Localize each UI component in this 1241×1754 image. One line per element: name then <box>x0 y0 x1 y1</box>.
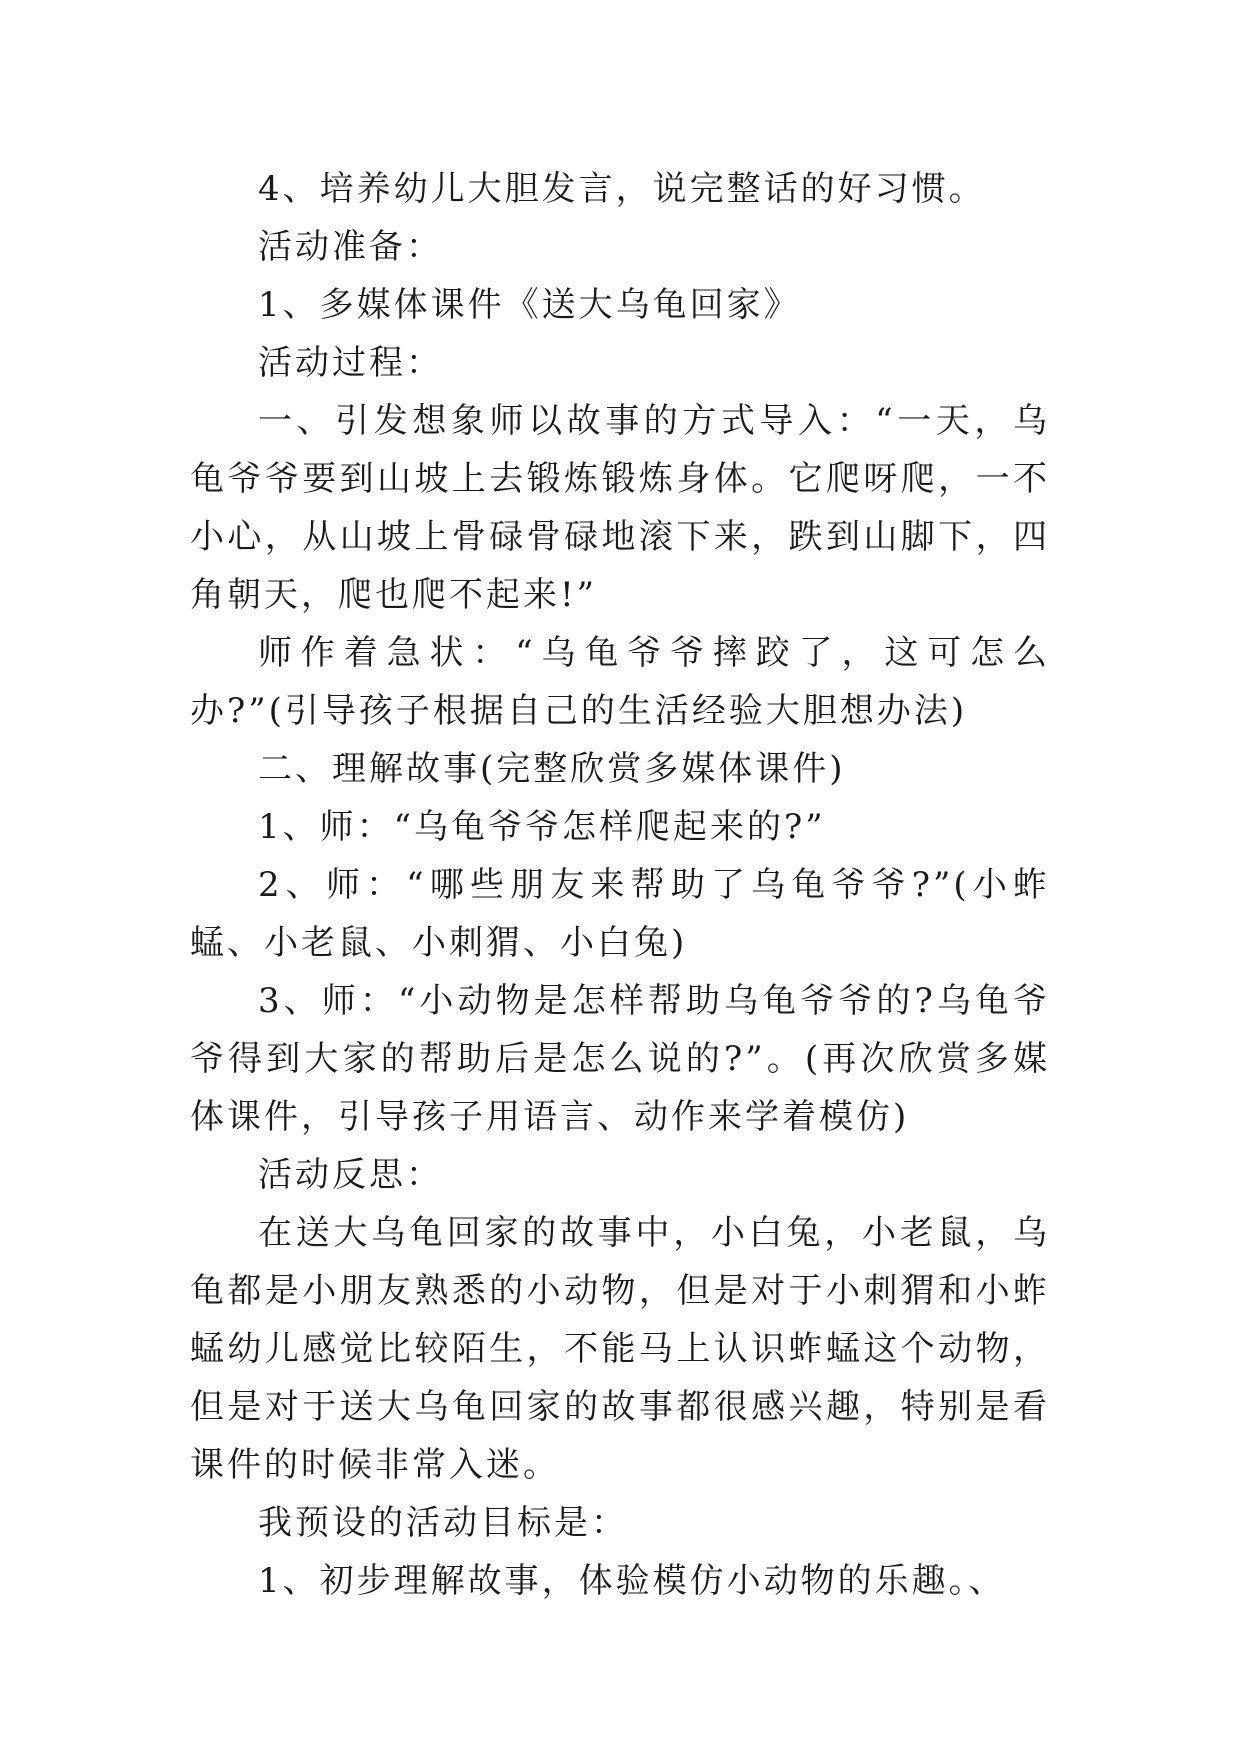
question-2: 2、师：“哪些朋友来帮助了乌龟爷爷?”(小蚱蜢、小老鼠、小刺猬、小白兔) <box>190 865 1050 963</box>
question-1: 1、师：“乌龟爷爷怎样爬起来的?” <box>258 807 826 847</box>
section-heading-process: 活动过程： <box>258 343 443 383</box>
preset-goals-heading: 我预设的活动目标是： <box>258 1503 628 1543</box>
process-step-2: 二、理解故事(完整欣赏多媒体课件) <box>258 749 846 789</box>
section-heading-preparation: 活动准备： <box>258 227 443 267</box>
goal-item-4: 4、培养幼儿大胆发言，说完整话的好习惯。 <box>258 169 986 209</box>
reflection-text: 在送大乌龟回家的故事中，小白兔，小老鼠，乌龟都是小朋友熟悉的小动物，但是对于小刺猬和小蚱蜢幼儿感觉比较陌生，不能马上认识蚱蜢这个动物，但是对于送大乌龟回家的故事都很感兴趣，特别是看课件的时候非常入迷。 <box>190 1213 1050 1485</box>
process-teacher-action: 师作着急状：“乌龟爷爷摔跤了，这可怎么办?”(引导孩子根据自己的生活经验大胆想办法) <box>190 633 1050 731</box>
section-heading-reflection: 活动反思： <box>258 1155 443 1195</box>
question-3: 3、师：“小动物是怎样帮助乌龟爷爷的?乌龟爷爷得到大家的帮助后是怎么说的?”。(再次欣赏多媒体课件，引导孩子用语言、动作来学着模仿) <box>190 981 1050 1137</box>
process-step-1: 一、引发想象师以故事的方式导入：“一天，乌龟爷爷要到山坡上去锻炼锻炼身体。它爬呀爬，一不小心，从山坡上骨碌骨碌地滚下来，跌到山脚下，四角朝天，爬也爬不起来!” <box>190 401 1050 615</box>
preparation-item-1: 1、多媒体课件《送大乌龟回家》 <box>258 285 801 325</box>
preset-goal-1: 1、初步理解故事，体验模仿小动物的乐趣。、 <box>258 1561 1006 1601</box>
document-body <box>190 160 1050 1610</box>
